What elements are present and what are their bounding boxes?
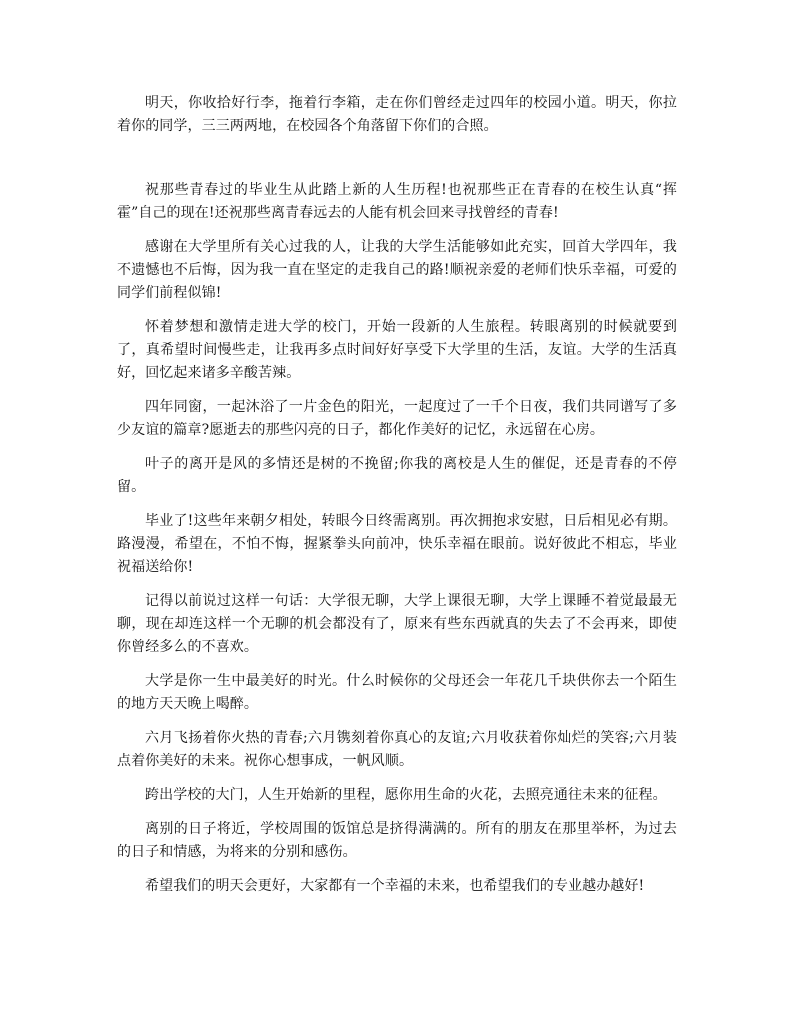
paragraph-12: 离别的日子将近，学校周围的饭馆总是挤得满满的。所有的朋友在那里举杯，为过去的日子和情感，为将来的分别和感伤。 (117, 821, 677, 860)
document-page (117, 92, 677, 909)
paragraph-13: 希望我们的明天会更好，大家都有一个幸福的未来，也希望我们的专业越办越好! (145, 878, 645, 894)
paragraph-8: 记得以前说过这样一句话：大学很无聊，大学上课很无聊，大学上课睡不着觉最最无聊，现在却连这样一个无聊的机会都没有了，原来有些东西就真的失去了不会再来，即使你曾经多么的不喜欢。 (117, 593, 677, 655)
paragraph-5: 四年同窗，一起沐浴了一片金色的阳光，一起度过了一千个日夜，我们共同谱写了多少友谊的篇章?愿逝去的那些闪亮的日子，都化作美好的记忆，永远留在心房。 (117, 399, 677, 438)
paragraph-2: 祝那些青春过的毕业生从此踏上新的人生历程!也祝那些正在青春的在校生认真“挥霍”自己的现在!还祝那些离青春远去的人能有机会回来寻找曾经的青春! (117, 182, 677, 221)
paragraph-9: 大学是你一生中最美好的时光。什么时候你的父母还会一年花几千块供你去一个陌生的地方天天晚上喝醉。 (117, 673, 677, 712)
paragraph-3: 感谢在大学里所有关心过我的人，让我的大学生活能够如此充实，回首大学四年，我不遗憾也不后悔，因为我一直在坚定的走我自己的路!顺祝亲爱的老师们快乐幸福，可爱的同学们前程似锦! (117, 239, 677, 301)
paragraph-7: 毕业了!这些年来朝夕相处，转眼今日终需离别。再次拥抱求安慰，日后相见必有期。路漫漫，希望在，不怕不悔，握紧拳头向前冲，快乐幸福在眼前。说好彼此不相忘，毕业祝福送给你! (117, 513, 677, 575)
paragraph-10: 六月飞扬着你火热的青春;六月镌刻着你真心的友谊;六月收获着你灿烂的笑容;六月装点着你美好的未来。祝你心想事成，一帆风顺。 (117, 730, 677, 769)
paragraph-4: 怀着梦想和激情走进大学的校门，开始一段新的人生旅程。转眼离别的时候就要到了，真希望时间慢些走，让我再多点时间好好享受下大学里的生活，友谊。大学的生活真好，回忆起来诸多辛酸苦辣。 (117, 319, 677, 381)
paragraph-1: 明天，你收拾好行李，拖着行李箱，走在你们曾经走过四年的校园小道。明天，你拉着你的同学，三三两两地，在校园各个角落留下你们的合照。 (117, 95, 677, 134)
paragraph-11: 跨出学校的大门，人生开始新的里程，愿你用生命的火花，去照亮通往未来的征程。 (145, 787, 667, 803)
paragraph-6: 叶子的离开是风的多情还是树的不挽留;你我的离校是人生的催促，还是青春的不停留。 (117, 456, 677, 495)
